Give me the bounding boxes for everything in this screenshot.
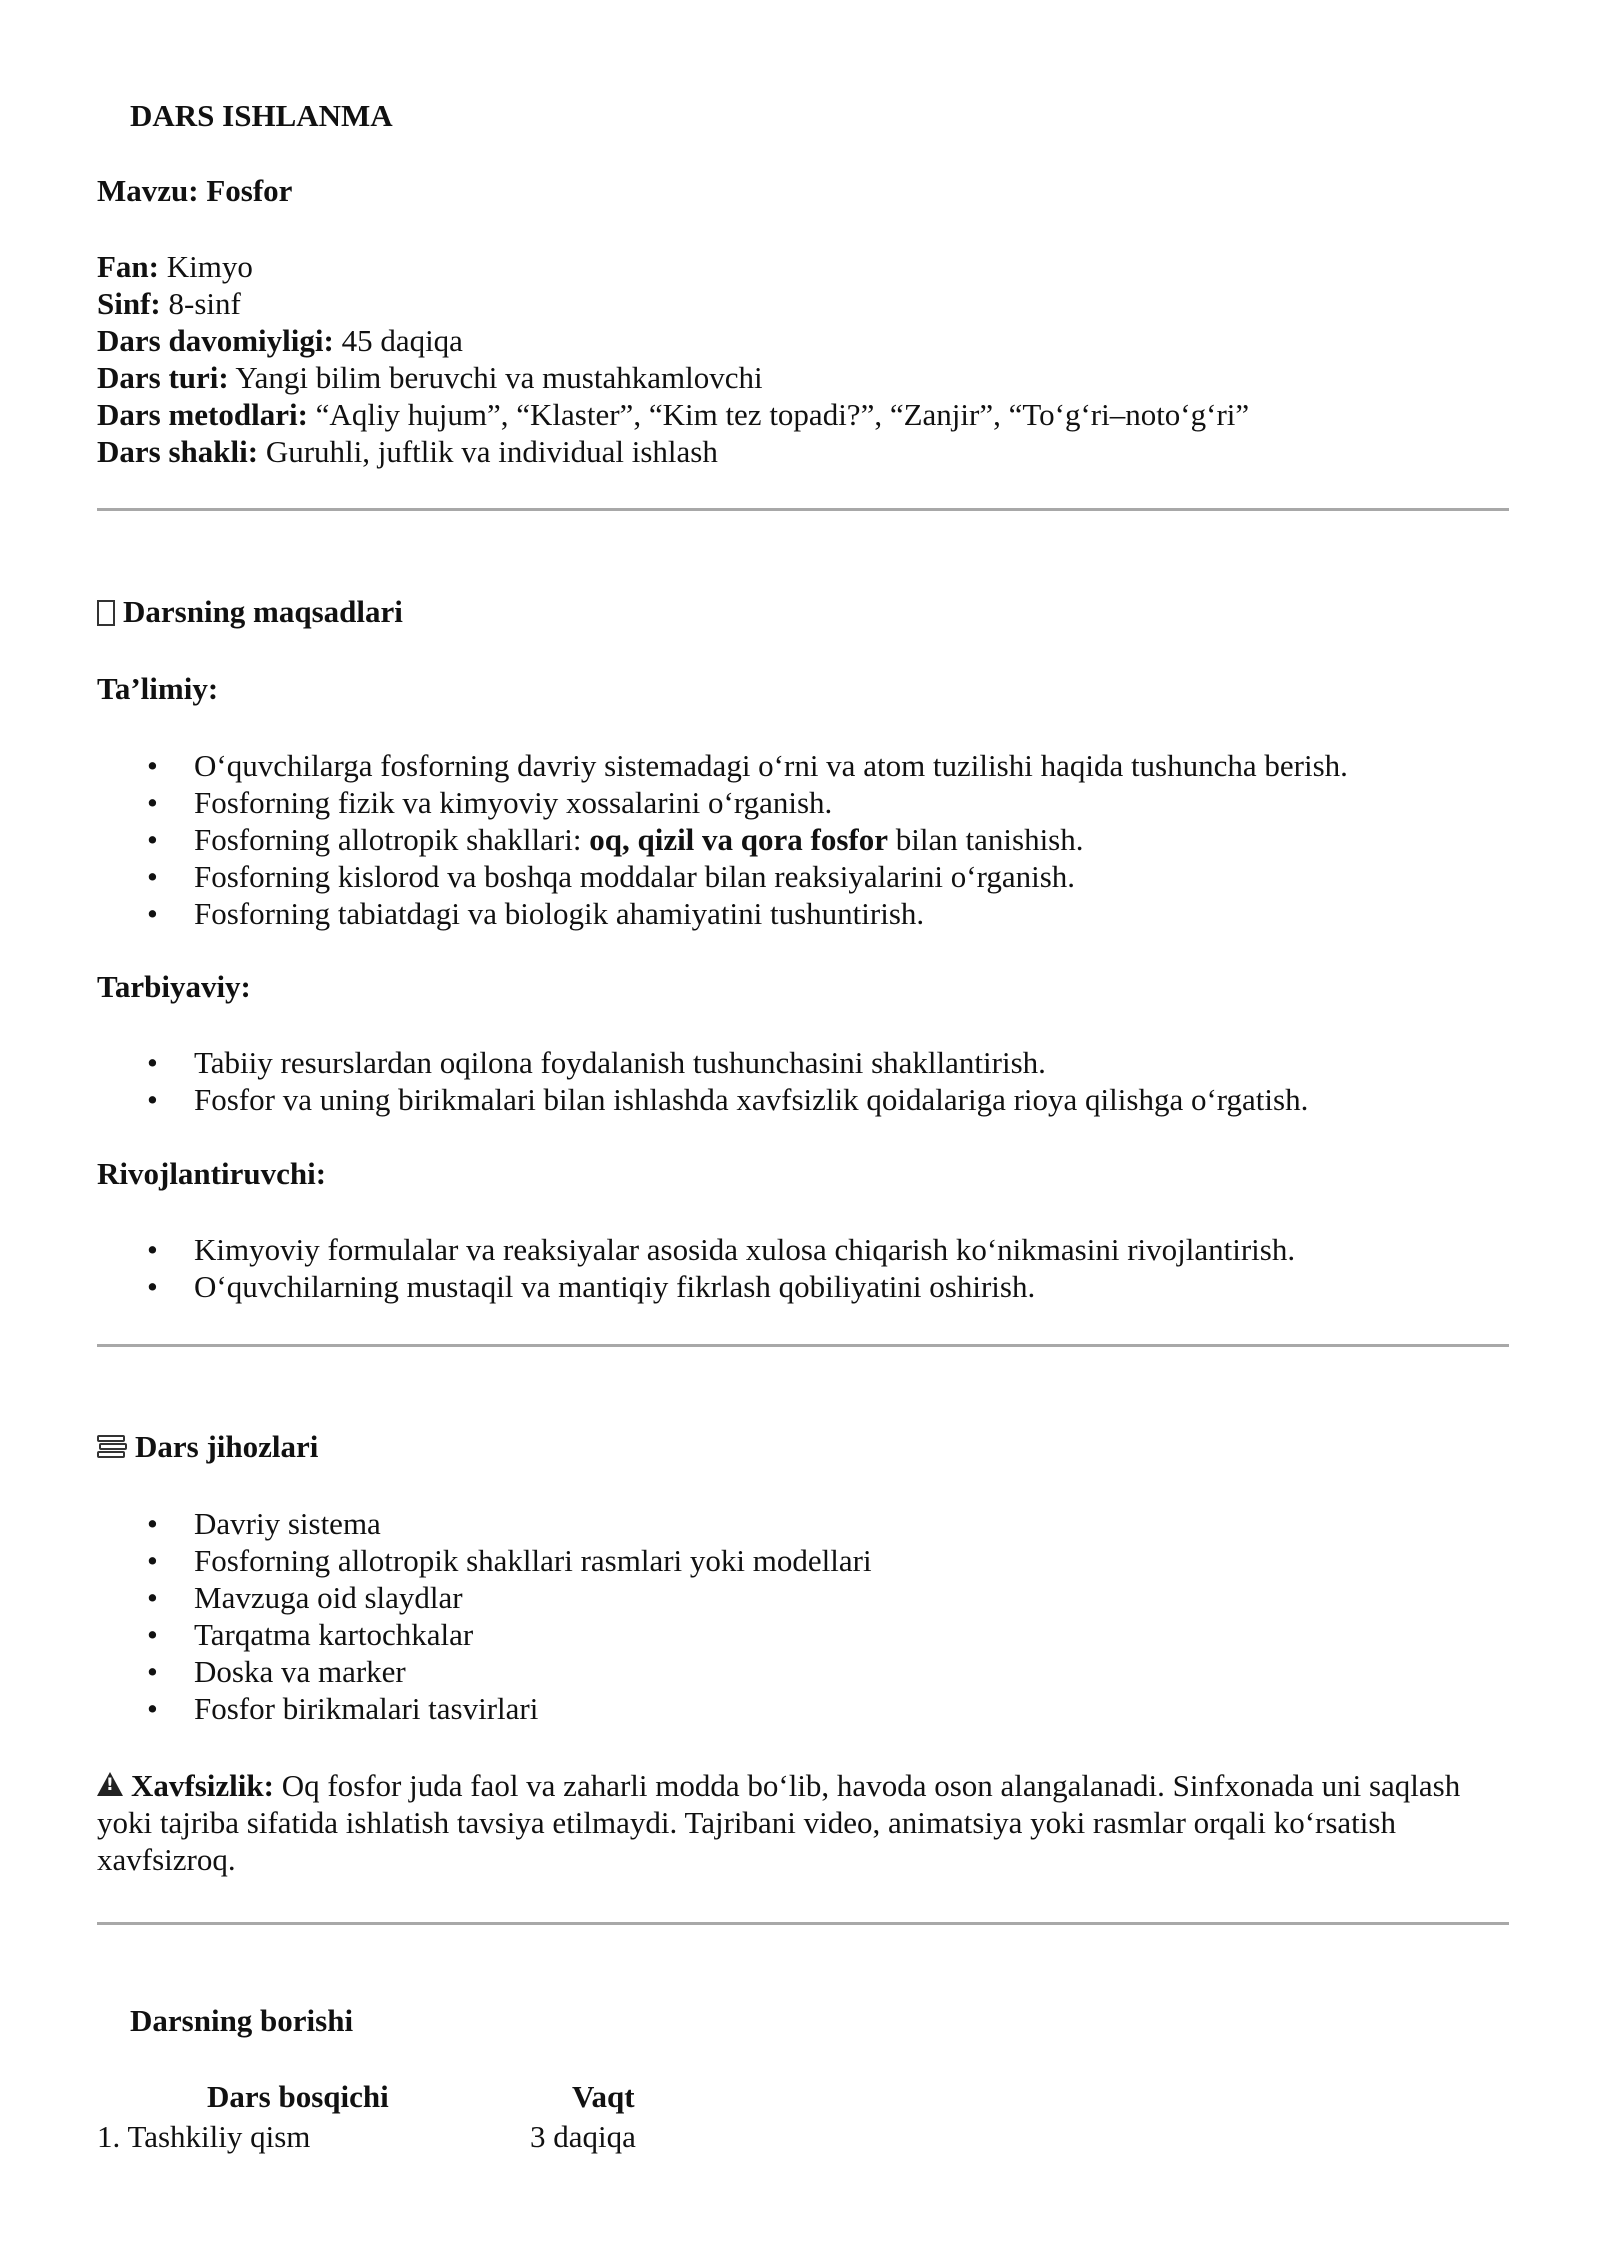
list-item: • O‘quvchilarning mustaqil va mantiqiy fikrlash qobiliyatini oshirish.	[147, 1269, 1036, 1304]
bullet-icon: •	[147, 748, 158, 783]
bullet-icon: •	[147, 1691, 158, 1726]
meta-form: Dars shakli: Guruhli, juftlik va individual ishlash	[97, 434, 718, 469]
table-cell-stage: 1. Tashkiliy qism	[97, 2119, 311, 2154]
list-item: • Kimyoviy formulalar va reaksiyalar asosida xulosa chiqarish ko‘nikmasini rivojlantirish.	[147, 1232, 1296, 1267]
divider	[97, 508, 1509, 511]
divider	[97, 1922, 1509, 1925]
list-item: • Fosfor va uning birikmalari bilan ishlashda xavfsizlik qoidalariga rioya qilishga o‘rgatish.	[147, 1082, 1309, 1117]
bullet-icon: •	[147, 1543, 158, 1578]
document-title: DARS ISHLANMA	[130, 98, 393, 133]
developmental-goals-list	[97, 1231, 1295, 1305]
list-item: • Fosfor birikmalari tasvirlari	[147, 1691, 539, 1726]
upbringing-heading: Tarbiyaviy:	[97, 969, 251, 1004]
bullet-icon: •	[147, 1506, 158, 1541]
bullet-icon: •	[147, 785, 158, 820]
meta-grade: Sinf: 8-sinf	[97, 286, 241, 321]
lesson-meta	[97, 248, 1249, 470]
table-header-stage: Dars bosqichi	[207, 2079, 389, 2114]
meta-subject: Fan: Kimyo	[97, 249, 253, 284]
bullet-icon: •	[147, 859, 158, 894]
target-icon	[97, 600, 115, 626]
warning-icon	[97, 1772, 123, 1796]
developmental-heading: Rivojlantiruvchi:	[97, 1156, 327, 1191]
meta-duration: Dars davomiyligi: 45 daqiqa	[97, 323, 463, 358]
list-item: • Fosforning allotropik shakllari: oq, qizil va qora fosfor bilan tanishish.	[147, 822, 1084, 857]
list-item: • Mavzuga oid slaydlar	[147, 1580, 463, 1615]
list-item: • O‘quvchilarga fosforning davriy sistemadagi o‘rni va atom tuzilishi haqida tushuncha berish.	[147, 748, 1348, 783]
bullet-icon: •	[147, 1232, 158, 1267]
goals-heading: Darsning maqsadlari	[97, 593, 403, 630]
list-item: • Davriy sistema	[147, 1506, 381, 1541]
list-item: • Tabiiy resurslardan oqilona foydalanish tushunchasini shakllantirish.	[147, 1045, 1046, 1080]
bullet-icon: •	[147, 822, 158, 857]
list-item: • Fosforning kislorod va boshqa moddalar bilan reaksiyalarini o‘rganish.	[147, 859, 1076, 894]
books-icon	[97, 1434, 127, 1460]
table-cell-time: 3 daqiqa	[530, 2119, 636, 2154]
lesson-topic: Mavzu: Fosfor	[97, 173, 293, 208]
bullet-icon: •	[147, 1617, 158, 1652]
upbringing-goals-list	[97, 1044, 1308, 1118]
list-item: • Fosforning fizik va kimyoviy xossalarini o‘rganish.	[147, 785, 833, 820]
divider	[97, 1344, 1509, 1347]
educational-goals-list	[97, 747, 1348, 932]
table-header-time: Vaqt	[572, 2079, 635, 2114]
list-item: • Tarqatma kartochkalar	[147, 1617, 474, 1652]
bullet-icon: •	[147, 1269, 158, 1304]
meta-methods: Dars metodlari: “Aqliy hujum”, “Klaster”, “Kim tez topadi?”, “Zanjir”, “To‘g‘ri–noto‘g‘ri”	[97, 397, 1250, 432]
list-item: • Fosforning allotropik shakllari rasmlari yoki modellari	[147, 1543, 872, 1578]
bullet-icon: •	[147, 1082, 158, 1117]
lesson-flow-heading: Darsning borishi	[130, 2003, 354, 2038]
meta-type: Dars turi: Yangi bilim beruvchi va mustahkamlovchi	[97, 360, 763, 395]
list-item: • Fosforning tabiatdagi va biologik ahamiyatini tushuntirish.	[147, 896, 925, 931]
safety-note: !Xavfsizlik: Oq fosfor juda faol va zaharli modda bo‘lib, havoda oson alangalanadi. Sinfxonada uni saqlash yoki tajriba sifatida ishlatish tavsiya etilmaydi. Tajribani video, animatsiya yoki rasmlar orqali ko‘rsatish xavfsizroq.	[97, 1767, 1509, 1878]
bullet-icon: •	[147, 896, 158, 931]
bullet-icon: •	[147, 1045, 158, 1080]
bullet-icon: •	[147, 1654, 158, 1689]
bullet-icon: •	[147, 1580, 158, 1615]
list-item: • Doska va marker	[147, 1654, 406, 1689]
equipment-list	[97, 1505, 872, 1727]
equipment-heading: Dars jihozlari	[97, 1428, 318, 1465]
educational-heading: Ta’limiy:	[97, 671, 219, 706]
